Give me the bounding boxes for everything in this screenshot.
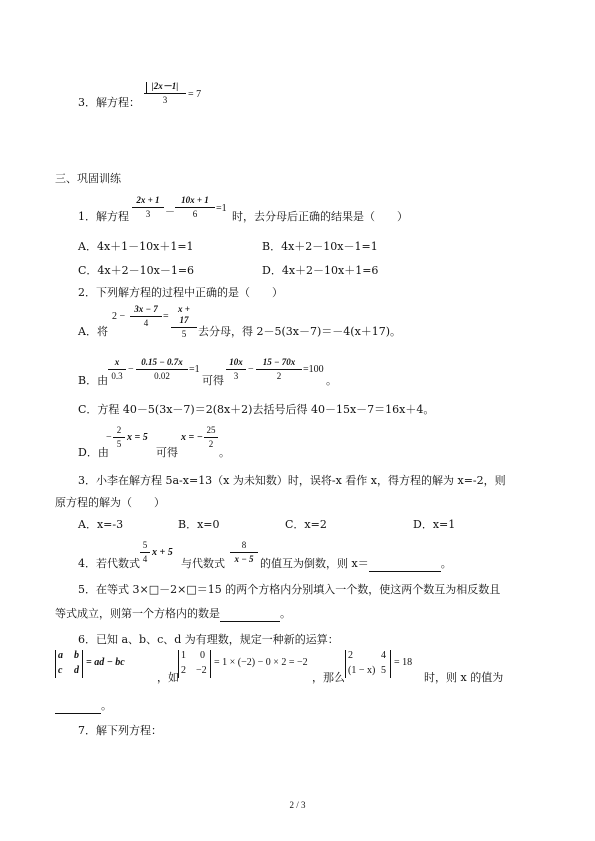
numerator: |2x－1| xyxy=(144,81,186,94)
det-ex-bar-right xyxy=(210,650,211,678)
q2-b-frac2 xyxy=(136,357,188,382)
q2-d-neg: − xyxy=(106,432,112,443)
q3-option-b: B．x=0 xyxy=(178,518,220,531)
numerator: 5 xyxy=(140,540,150,553)
det-def-d: d xyxy=(74,665,79,676)
q1-frac1 xyxy=(132,195,164,220)
denominator: 2 xyxy=(276,371,282,381)
det-q-c: (1 − x) xyxy=(348,665,376,676)
q4-end: 。 xyxy=(440,557,452,570)
det-q-a: 2 xyxy=(348,650,353,661)
q5-answer-blank[interactable] xyxy=(220,607,280,622)
numerator: x xyxy=(108,357,126,370)
q2-a-suffix: 去分母，得 2－5(3x－7)＝－4(x＋17)。 xyxy=(198,325,402,338)
q2-b-mid: 可得 xyxy=(202,374,224,387)
q2-b-prefix: B．由 xyxy=(78,374,109,387)
q1-option-b: B．4x＋2－10x－1=1 xyxy=(262,240,378,253)
denominator: 2 xyxy=(208,439,214,449)
det-q-d: 5 xyxy=(381,665,386,676)
q2-b-frac1 xyxy=(108,357,126,382)
q5-end: 。 xyxy=(280,607,291,620)
q2-stem: 2．下列解方程的过程中正确的是（ ） xyxy=(78,286,283,299)
numerator: 10x + 1 xyxy=(175,195,215,208)
q1-frac2 xyxy=(175,195,215,220)
q1-option-d: D．4x＋2－10x＋1=6 xyxy=(262,264,379,277)
q3-option-c: C．x=2 xyxy=(285,518,327,531)
q2-b-frac4 xyxy=(256,357,302,382)
q3-option-a: A．x=-3 xyxy=(78,518,124,531)
det-ex-bar-left xyxy=(178,650,179,678)
q2-d-frac1 xyxy=(113,425,125,450)
det-q-b: 4 xyxy=(381,650,386,661)
numerator: 8 xyxy=(230,540,258,553)
q2-c-text: C．方程 40－5(3x－7)＝2(8x＋2)去括号后得 40－15x－7＝16x＋4。 xyxy=(78,403,435,416)
page-number: 2 / 3 xyxy=(289,800,306,810)
det-def-b: b xyxy=(74,650,79,661)
numerator: 2 xyxy=(113,425,125,438)
q2-a-lhs: 2 − xyxy=(112,311,126,322)
q1-rhs: =1 xyxy=(216,203,227,214)
q4-mid: 与代数式 xyxy=(181,557,225,570)
q2-b-minus: − xyxy=(128,364,134,375)
q5-line1: 5．在等式 3×□－2×□＝15 的两个方格内分别填入一个数，使这两个数互为相反数且 xyxy=(78,583,501,596)
denominator: 6 xyxy=(192,209,198,219)
q1-prefix: 1．解方程 xyxy=(78,210,129,223)
q2-d-mid: 可得 xyxy=(156,446,178,459)
q3-line1: 3．小李在解方程 5a-x=13（x 为未知数）时，误将-x 看作 x，得方程的解为 x=-2，则 xyxy=(78,474,506,487)
q5-line2-text: 等式成立，则第一个方格内的数是 xyxy=(55,607,220,620)
denominator: 3 xyxy=(145,209,151,219)
denominator: 4 xyxy=(143,318,149,328)
q6-sep2: ，那么 xyxy=(312,671,345,684)
numerator: 3x − 7 xyxy=(130,304,162,317)
q2-b-minus2: − xyxy=(248,364,254,375)
prev-q3-fraction xyxy=(144,81,186,106)
q2-a-frac1 xyxy=(130,304,162,329)
det-ex-a: 1 xyxy=(181,650,186,661)
det-def-rhs: = ad − bc xyxy=(86,657,125,668)
q3-line2: 原方程的解为（ ） xyxy=(55,496,165,509)
denominator: 0.02 xyxy=(154,371,170,381)
det-def-c: c xyxy=(58,665,63,676)
det-ex-b: 0 xyxy=(200,650,205,661)
det-q-bar-left xyxy=(345,650,346,678)
q1-minus: － xyxy=(165,207,175,218)
q2-d-end: 。 xyxy=(219,446,230,459)
det-ex-rhs: = 1 × (−2) − 0 × 2 = −2 xyxy=(214,657,308,668)
numerator: 2x + 1 xyxy=(132,195,164,208)
q1-option-a: A．4x＋1－10x＋1=1 xyxy=(78,240,194,253)
q2-a-prefix: A．将 xyxy=(78,325,108,338)
q4-answer-blank[interactable] xyxy=(369,557,441,572)
q2-a-frac2 xyxy=(171,304,197,340)
numerator: 0.15 − 0.7x xyxy=(136,357,188,370)
denominator: 5 xyxy=(181,329,187,339)
q6-tail: 时，则 x 的值为 xyxy=(424,671,504,684)
q1-suffix: 时，去分母后正确的结果是（ ） xyxy=(232,210,408,223)
det-def-bar-left xyxy=(55,650,56,678)
numerator: 15 − 70x xyxy=(256,357,302,370)
q2-b-eq2: =100 xyxy=(303,364,324,375)
denominator: x − 5 xyxy=(234,554,254,564)
det-ex-c: 2 xyxy=(181,665,186,676)
q2-d-prefix: D．由 xyxy=(78,446,109,459)
det-q-bar-right xyxy=(390,650,391,678)
prev-q3-label: 3．解方程： xyxy=(78,96,140,109)
prev-q3-rhs: = 7 xyxy=(188,89,202,100)
det-def-bar-right xyxy=(82,650,83,678)
denominator: 3 xyxy=(233,371,239,381)
q2-b-eq1: =1 xyxy=(189,364,200,375)
denominator: 5 xyxy=(116,439,122,449)
det-def-a: a xyxy=(58,650,63,661)
q2-b-frac3 xyxy=(226,357,246,382)
numerator: 10x xyxy=(226,357,246,370)
numerator: 25 xyxy=(204,425,218,438)
q4-prefix: 4．若代数式 xyxy=(78,557,140,570)
q7-text: 7．解下列方程： xyxy=(78,724,162,737)
q2-a-eq: = xyxy=(163,311,169,322)
q1-option-c: C．4x＋2－10x－1=6 xyxy=(78,264,195,277)
q2-d-lhs: x = − xyxy=(181,432,203,443)
q5-line2 xyxy=(55,607,291,622)
q4-suffix xyxy=(260,557,452,572)
q2-d-frac2 xyxy=(204,425,218,450)
section-title: 三、巩固训练 xyxy=(55,172,121,185)
q4-expr1: x + 5 xyxy=(152,547,173,558)
det-q-rhs: = 18 xyxy=(394,657,413,668)
q6-sep1: ，如 xyxy=(157,671,179,684)
q3-option-d: D．x=1 xyxy=(413,518,456,531)
q6-end: 。 xyxy=(101,699,112,712)
denominator: 4 xyxy=(142,554,148,564)
q4-frac2 xyxy=(230,540,258,565)
q6-line1: 6．已知 a、b、c、d 为有理数，规定一种新的运算： xyxy=(78,633,339,646)
denominator: 0.3 xyxy=(111,371,123,381)
q6-answer-blank[interactable] xyxy=(55,699,101,714)
q4-suffix-text: 的值互为倒数，则 x＝ xyxy=(260,557,369,570)
q2-b-end: 。 xyxy=(326,374,337,387)
q6-answer-line xyxy=(55,699,112,714)
denominator: 3 xyxy=(162,95,168,105)
numerator: x + 17 xyxy=(171,304,197,328)
q4-frac1 xyxy=(140,540,150,565)
det-ex-d: −2 xyxy=(196,665,207,676)
q2-d-x: x = 5 xyxy=(127,432,148,443)
